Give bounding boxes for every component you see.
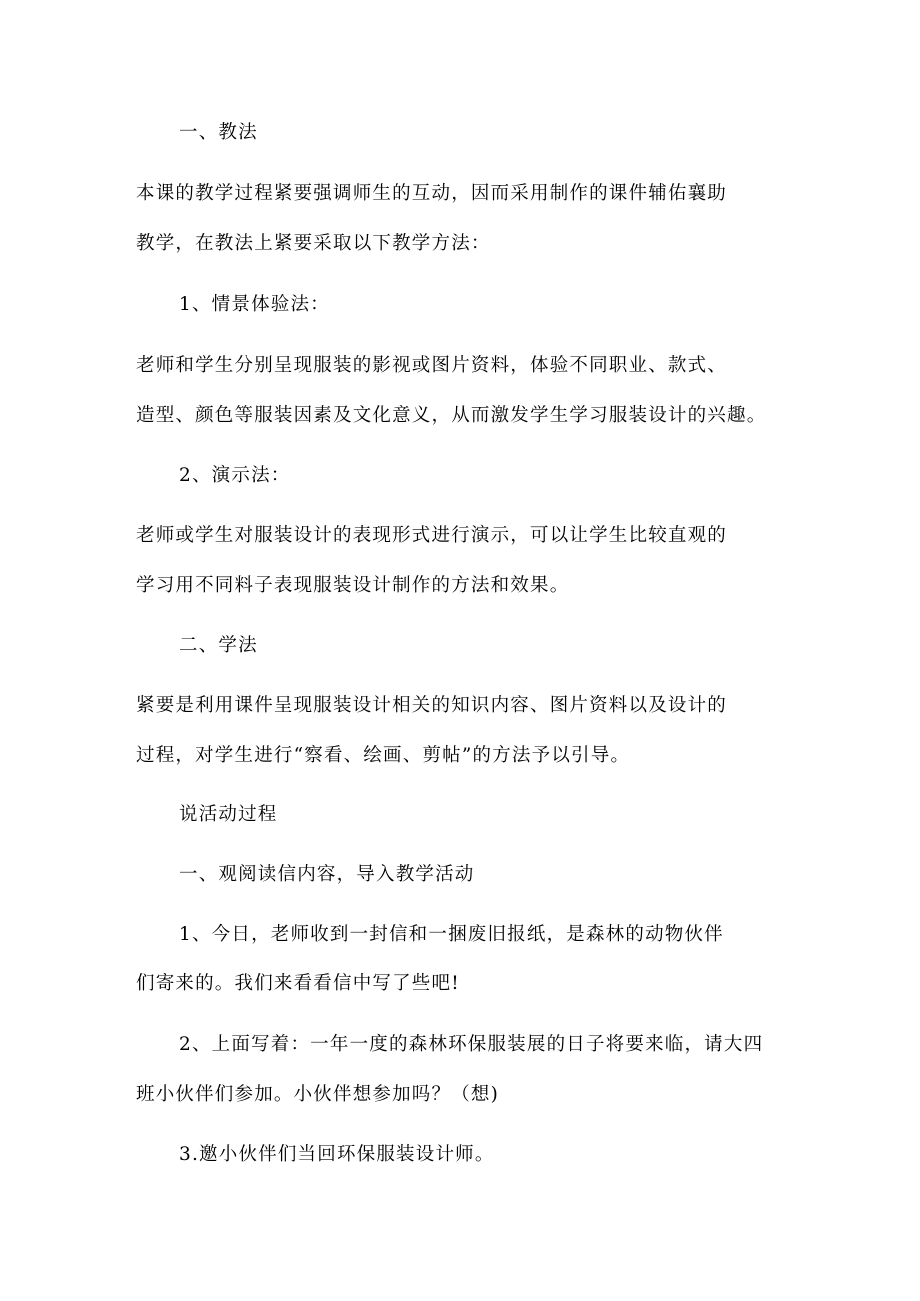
heading-activity-process: 说活动过程: [179, 804, 278, 825]
paragraph-line: 老师或学生对服装设计的表现形式进行演示，可以让学生比较直观的: [136, 525, 728, 546]
paragraph-line: 3.邀小伙伴们当回环保服装设计师。: [179, 1144, 495, 1165]
paragraph-line: 本课的教学过程紧要强调师生的互动，因而采用制作的课件辅佑襄助: [136, 183, 728, 204]
paragraph-line: 1、今日，老师收到一封信和一捆废旧报纸，是森林的动物伙伴: [179, 924, 724, 945]
paragraph-line: 老师和学生分别呈现服装的影视或图片资料，体验不同职业、款式、: [136, 355, 728, 376]
paragraph-line: 教学，在教法上紧要采取以下教学方法：: [136, 233, 491, 254]
subheading-read-letter: 一、观阅读信内容，导入教学活动: [179, 864, 475, 885]
subheading-demonstration-method: 2、演示法：: [179, 465, 291, 486]
paragraph-line: 班小伙伴们参加。小伙伴想参加吗？（想): [136, 1084, 500, 1105]
subheading-scenario-method: 1、情景体验法：: [179, 294, 330, 315]
paragraph-line: 2、上面写着：一年一度的森林环保服装展的日子将要来临，请大四: [179, 1034, 764, 1055]
paragraph-line: 造型、颜色等服装因素及文化意义，从而激发学生学习服装设计的兴趣。: [136, 405, 767, 426]
paragraph-line: 学习用不同料子表现服装设计制作的方法和效果。: [136, 575, 570, 596]
heading-learning-method: 二、学法: [179, 635, 258, 656]
paragraph-line: 们寄来的。我们来看看信中写了些吧!: [136, 973, 460, 994]
paragraph-line: 紧要是利用课件呈现服装设计相关的知识内容、图片资料以及设计的: [136, 695, 728, 716]
heading-teaching-method: 一、教法: [179, 122, 258, 143]
paragraph-line: 过程，对学生进行“察看、绘画、剪帖”的方法予以引导。: [136, 745, 631, 766]
